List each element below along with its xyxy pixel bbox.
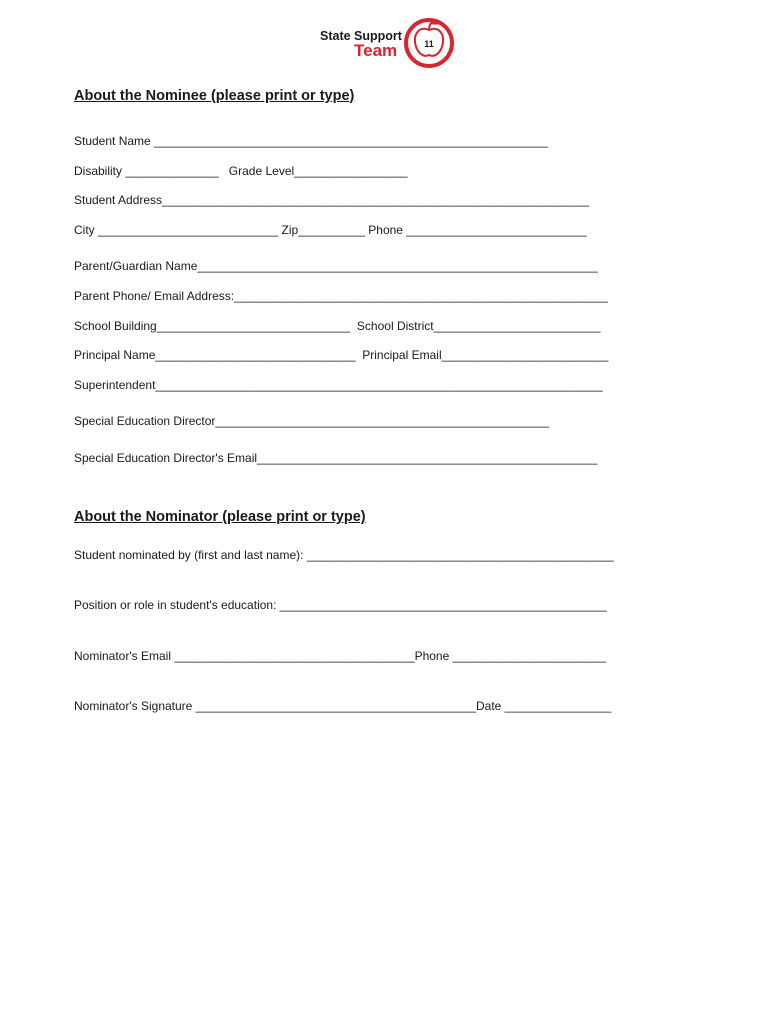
- principal-name-email-field[interactable]: Principal Name______________________________ Principal Email_________________________: [74, 348, 609, 362]
- special-ed-director-field[interactable]: Special Education Director__________________________________________________: [74, 414, 550, 428]
- student-nominated-by-field[interactable]: Student nominated by (first and last name): ______________________________________________: [74, 548, 614, 562]
- city-zip-phone-field[interactable]: City ___________________________ Zip__________ Phone ___________________________: [74, 223, 587, 237]
- position-role-field[interactable]: Position or role in student's education: _________________________________________________: [74, 598, 607, 612]
- nominator-signature-date-field[interactable]: Nominator's Signature __________________________________________Date ________________: [74, 699, 612, 713]
- disability-grade-field[interactable]: Disability ______________ Grade Level_________________: [74, 164, 408, 178]
- logo-line-1: State Support: [320, 29, 402, 43]
- nominator-email-phone-field[interactable]: Nominator's Email ____________________________________Phone _______________________: [74, 649, 607, 663]
- logo-number: 11: [424, 39, 434, 49]
- parent-phone-email-field[interactable]: Parent Phone/ Email Address:________________________________________________________: [74, 289, 608, 303]
- special-ed-director-email-field[interactable]: Special Education Director's Email___________________________________________________: [74, 451, 598, 465]
- nominee-heading: About the Nominee (please print or type): [74, 88, 355, 104]
- parent-guardian-name-field[interactable]: Parent/Guardian Name____________________________________________________________: [74, 259, 598, 273]
- state-support-team-logo: [318, 15, 460, 71]
- superintendent-field[interactable]: Superintendent___________________________________________________________________: [74, 378, 603, 392]
- student-name-field[interactable]: Student Name ___________________________________________________________: [74, 134, 548, 148]
- apple-icon: [400, 15, 458, 69]
- nominator-heading: About the Nominator (please print or type): [74, 509, 366, 525]
- student-address-field[interactable]: Student Address________________________________________________________________: [74, 193, 590, 207]
- school-building-district-field[interactable]: School Building_____________________________ School District_________________________: [74, 319, 601, 333]
- logo-line-2: Team: [354, 41, 398, 60]
